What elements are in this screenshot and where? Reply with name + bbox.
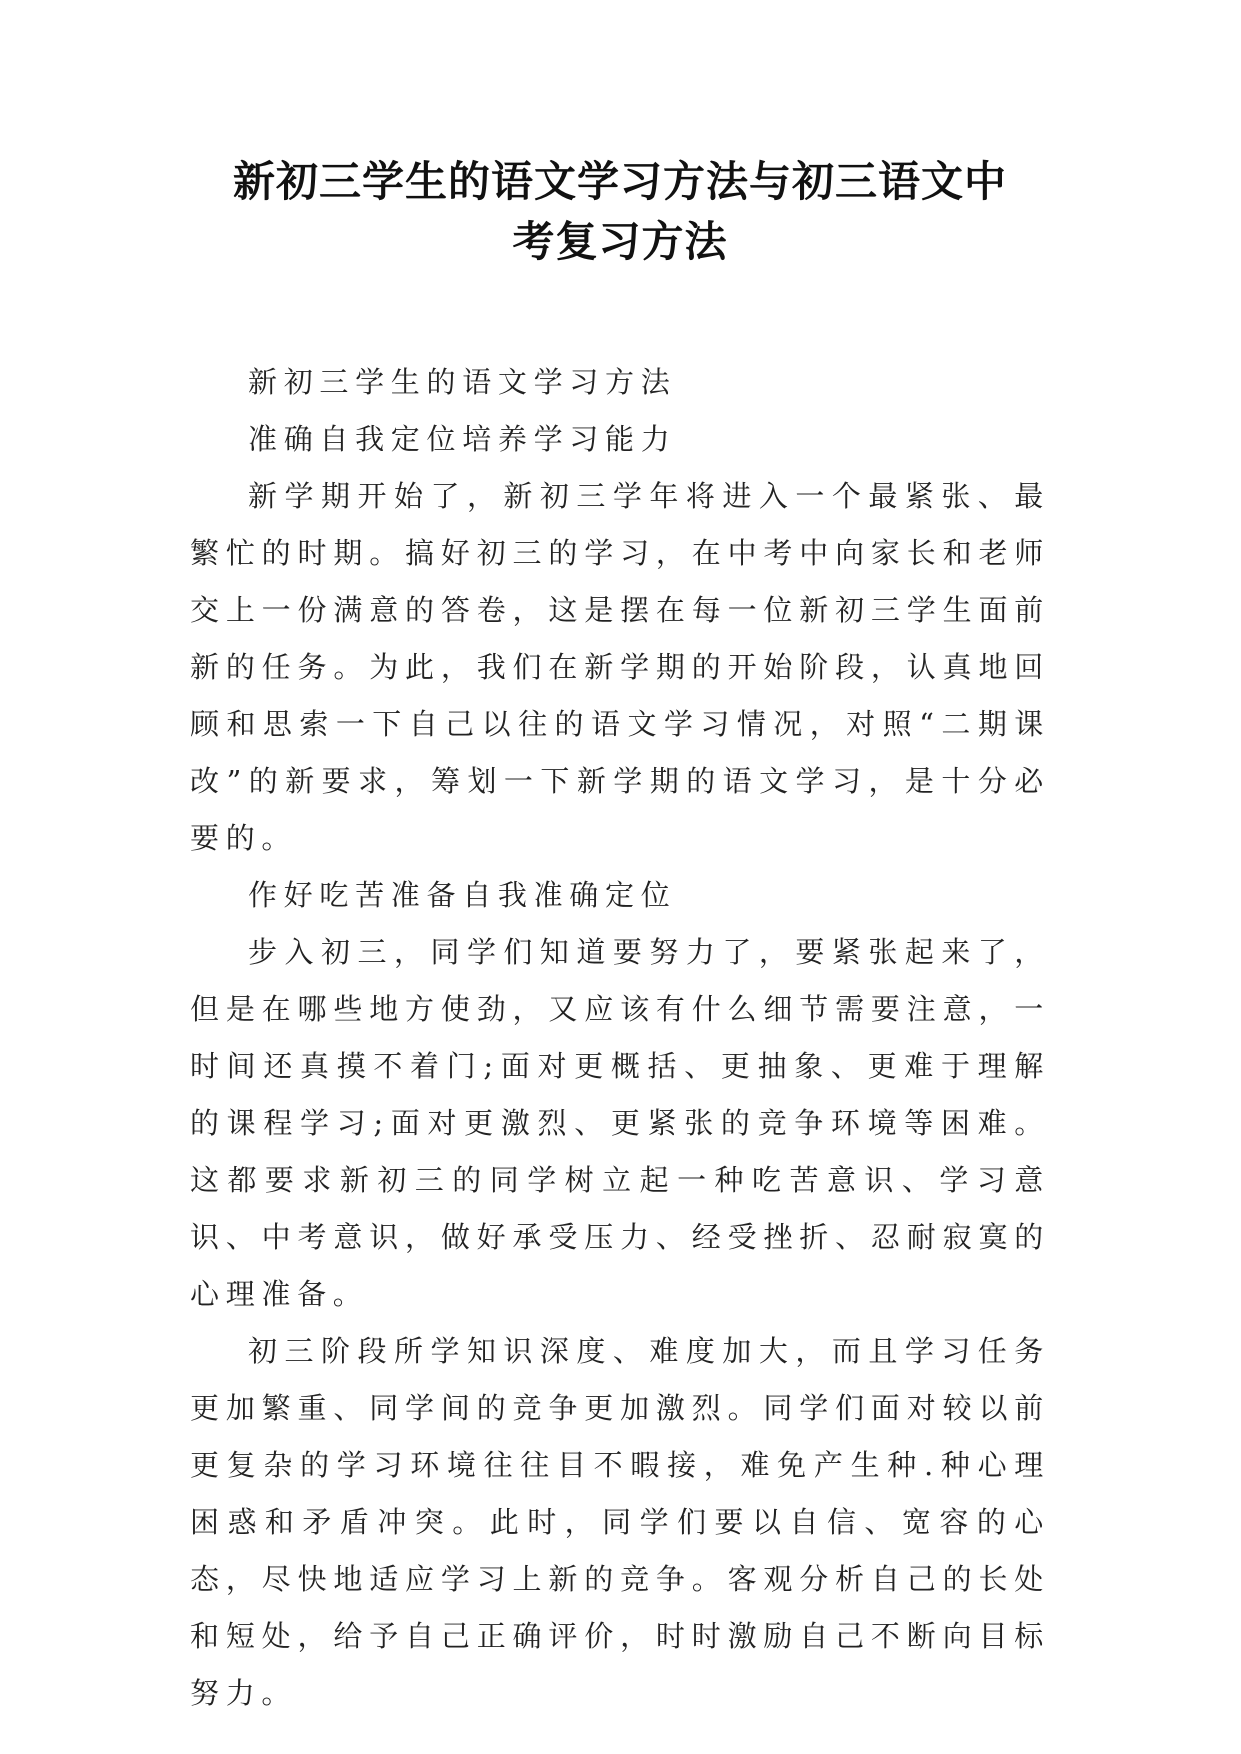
document-title-line-1: 新初三学生的语文学习方法与初三语文中 [232,157,1007,206]
document-body [190,354,1050,1722]
document-title [150,152,1090,272]
subsection-heading: 作好吃苦准备自我准确定位 [248,878,677,912]
body-paragraph: 步入初三，同学们知道要努力了，要紧张起来了，但是在哪些地方使劲，又应该有什么细节需要注意，一时间还真摸不着门;面对更概括、更抽象、更难于理解的课程学习;面对更激烈、更紧张的竞争环境等困难。这都要求新初三的同学树立起一种吃苦意识、学习意识、中考意识，做好承受压力、经受挫折、忍耐寂寞的心理准备。 [190,935,1050,1311]
body-paragraph: 初三阶段所学知识深度、难度加大，而且学习任务更加繁重、同学间的竞争更加激烈。同学们面对较以前更复杂的学习环境往往目不暇接，难免产生种.种心理困惑和矛盾冲突。此时，同学们要以自信、宽容的心态，尽快地适应学习上新的竞争。客观分析自己的长处和短处，给予自己正确评价，时时激励自己不断向目标努力。 [190,1334,1050,1710]
document-title-line-2: 考复习方法 [512,217,728,266]
body-paragraph: 新学期开始了，新初三学年将进入一个最紧张、最繁忙的时期。搞好初三的学习，在中考中向家长和老师交上一份满意的答卷，这是摆在每一位新初三学生面前新的任务。为此，我们在新学期的开始阶段，认真地回顾和思索一下自己以往的语文学习情况，对照“二期课改”的新要求，筹划一下新学期的语文学习，是十分必要的。 [190,479,1050,855]
subsection-heading: 准确自我定位培养学习能力 [248,422,677,456]
section-heading: 新初三学生的语文学习方法 [248,365,677,399]
